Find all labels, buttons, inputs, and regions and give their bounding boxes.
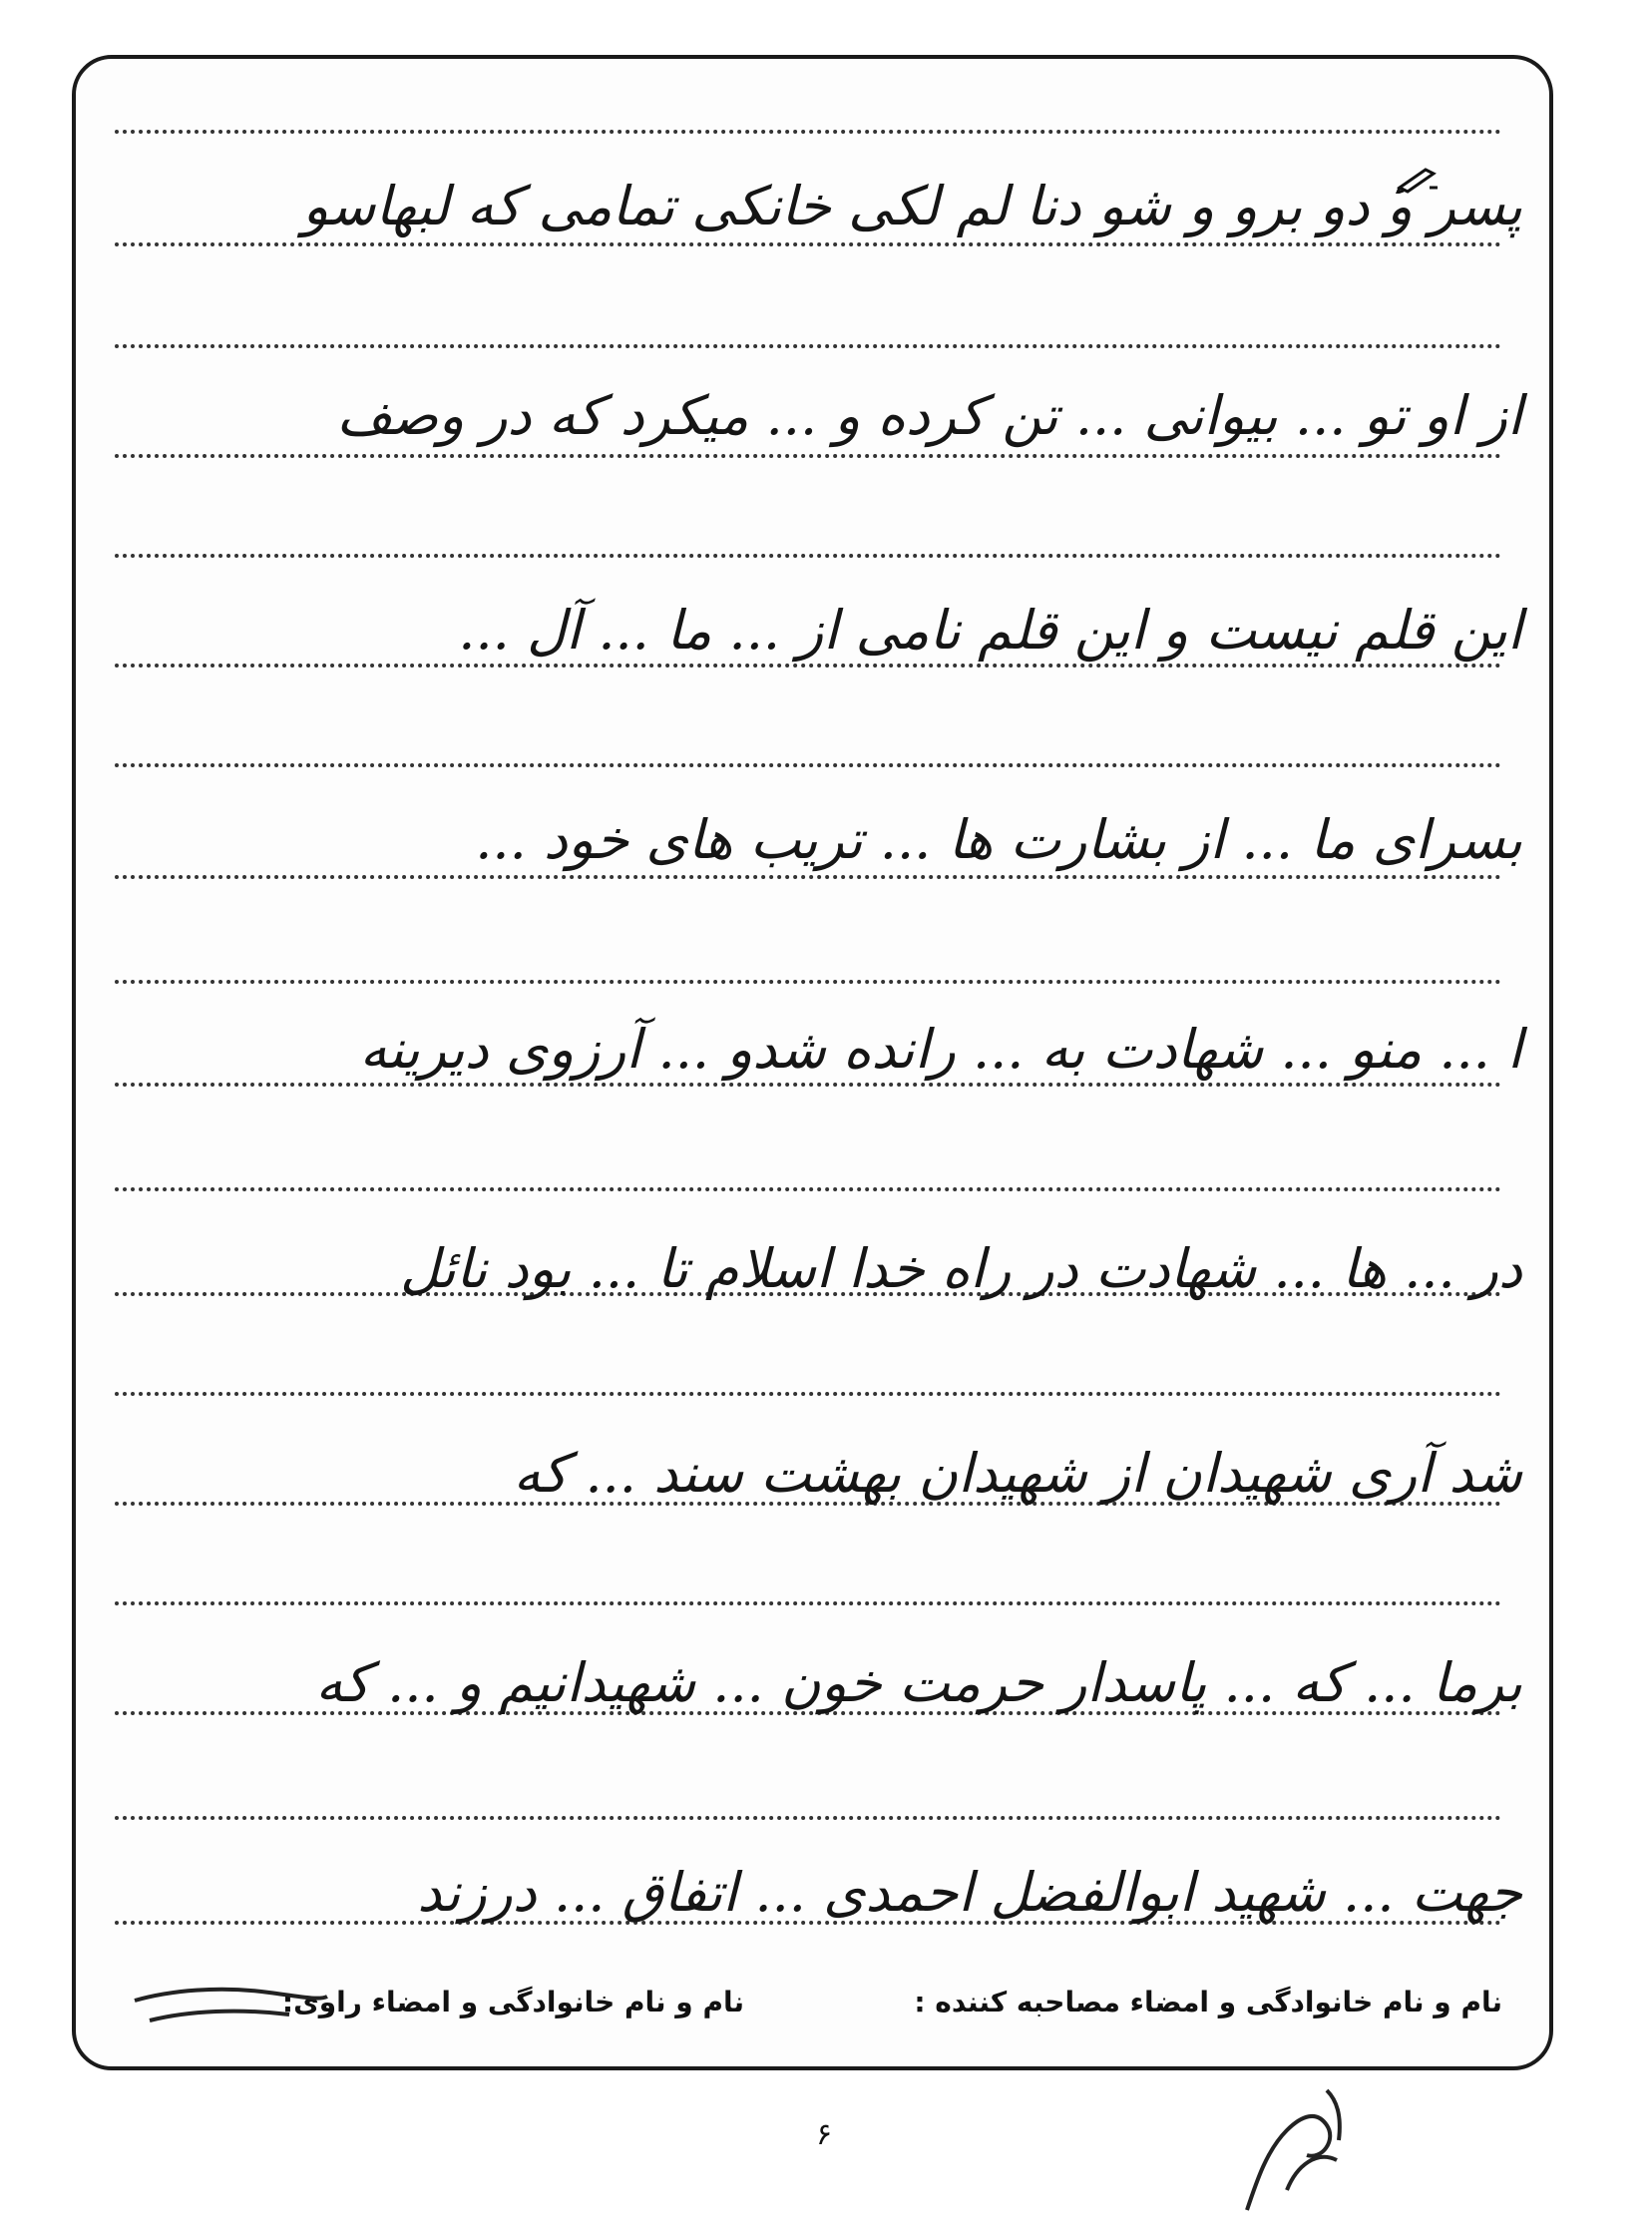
ruled-line xyxy=(115,1601,1501,1605)
handwritten-line: شد آری شهیدان از شهیدان بهشت سند ... که xyxy=(513,1442,1522,1505)
signature xyxy=(1227,2070,1367,2220)
handwritten-line: این قلم نیست و این قلم نامی از ... ما ... آل ... xyxy=(458,599,1522,662)
ruled-line xyxy=(115,875,1501,879)
handwritten-line: ا ... منو ... شهادت به ... رانده شدو ... آرزوی دیرینه xyxy=(359,1018,1522,1081)
ruled-line xyxy=(115,1392,1501,1396)
ruled-line xyxy=(115,344,1501,348)
narrator-signature-label: نام و نام خانوادگی و امضاء راوی: xyxy=(281,1986,744,2018)
ruled-line xyxy=(115,130,1501,134)
ruled-line xyxy=(115,454,1501,458)
ruled-line xyxy=(115,1187,1501,1191)
ruled-line xyxy=(115,1816,1501,1820)
narrator-signature xyxy=(130,1971,329,2040)
ruled-line xyxy=(115,763,1501,767)
ruled-line xyxy=(115,664,1501,668)
ruled-line xyxy=(115,980,1501,984)
handwritten-line: در ... ها ... شهادت در راه خدا اسلام تا ... بود نائل xyxy=(400,1237,1522,1300)
ruled-line xyxy=(115,1083,1501,1087)
handwritten-line: پسر و دو برو و شو دنا لم لکی خانکی تمامی که لبهاسو xyxy=(302,175,1522,237)
page-number: ۶ xyxy=(816,2117,833,2152)
handwritten-line: جهت ... شهید ابوالفضل احمدی ... اتفاق ... درزند xyxy=(417,1861,1522,1924)
handwritten-line: بسرای ما ... از بشارت ها ... تریب های خود ... xyxy=(475,808,1522,871)
handwritten-line: از او تو ... بیوانی ... تن کرده و ... میکرد که در وصف xyxy=(336,384,1522,447)
ruled-line xyxy=(115,554,1501,558)
interviewer-signature-label: نام و نام خانوادگی و امضاء مصاحبه کننده : xyxy=(914,1986,1502,2018)
handwritten-line: برما ... که ... پاسدار حرمت خون ... شهیدانیم و ... که xyxy=(315,1651,1522,1714)
ruled-line xyxy=(115,242,1501,246)
